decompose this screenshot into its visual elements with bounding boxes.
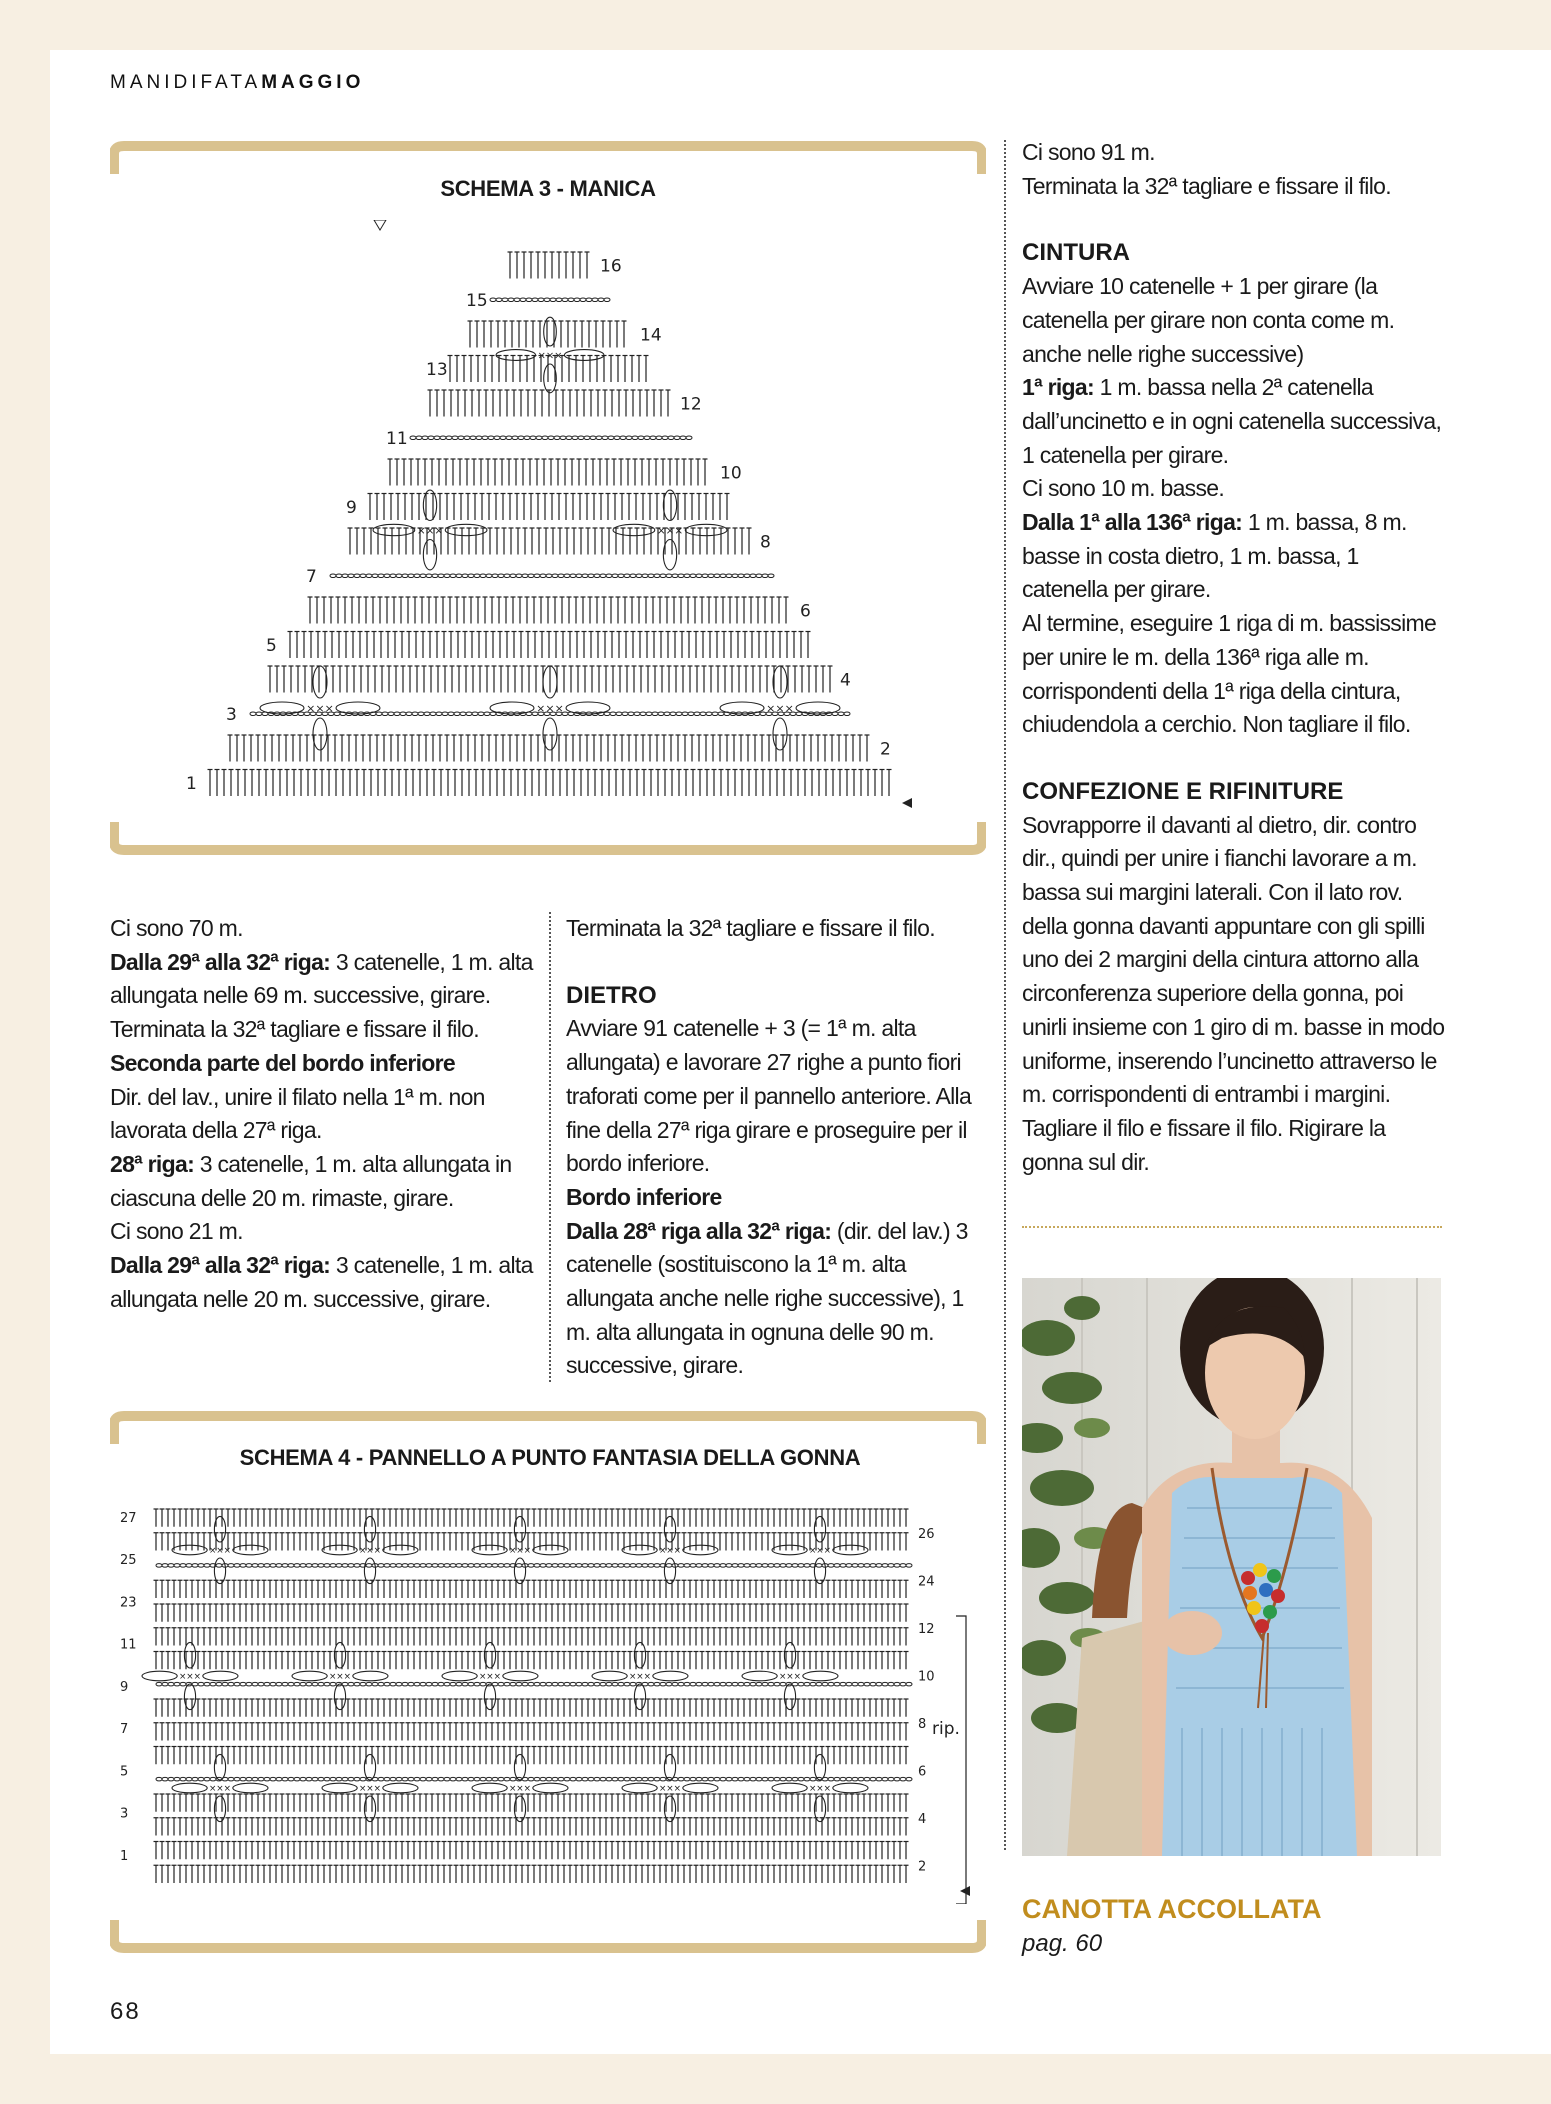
col1-paragraph [110, 1013, 536, 1047]
confezione-text: Sovrapporre il davanti al dietro, dir. contro dir., quindi per unire i fianchi lavorare a m. bassa sui margini laterali. Con il lato rov. della gonna davanti appuntare con gli spilli uno dei 2 margini della cintura attorno alla circonferenza superiore della gonna, poi unirli insieme con 1 giro di m. basse in modo uniforme, inserendo l’uncinetto attraverso le m. corrispondenti di entrambi i margini. Tagliare il filo e fissare il filo. Rigirare la gonna sul dir. [1022, 811, 1445, 1175]
direction-arrow-icon [902, 798, 912, 808]
riga1-text: 1 m. bassa nella 2ª catenella dall’uncinetto e in ogni catenella successiva, 1 catenella per girare. [1022, 374, 1442, 468]
row-number-label: 11 [120, 1637, 137, 1653]
col1-paragraph [110, 1249, 536, 1316]
col3-intro-2: Terminata la 32ª tagliare e fissare il filo. [1022, 172, 1391, 199]
row-number-label: 12 [680, 394, 702, 415]
row-number-label: 10 [720, 463, 742, 484]
schema4-title: SCHEMA 4 - PANNELLO A PUNTO FANTASIA DELLA GONNA [239, 1445, 861, 1470]
row-number-label: 7 [120, 1722, 129, 1738]
cintura-heading: CINTURA [1022, 239, 1130, 267]
row-number-label: 4 [918, 1812, 927, 1827]
column-divider-2 [1004, 140, 1006, 1850]
svg-text:×××: ××× [416, 524, 444, 537]
svg-text:×××: ××× [656, 524, 684, 537]
flower-motif [260, 666, 380, 750]
row-number-label: 11 [386, 428, 408, 449]
direction-arrow-icon [960, 1886, 970, 1896]
row-number-label: 4 [840, 670, 851, 691]
row-number-label: 14 [640, 325, 662, 346]
cintura-text: Avviare 10 catenelle + 1 per girare (la catenella per girare non conta come m. anche nelle righe successive) [1022, 273, 1395, 367]
col1-paragraph-text: Ci sono 70 m. [110, 915, 243, 941]
column-divider-1 [549, 912, 551, 1382]
row-number-label: 6 [800, 601, 811, 622]
chain-row [330, 574, 774, 578]
schema3-title: SCHEMA 3 - MANICA [440, 176, 656, 201]
model-photo [1022, 1278, 1441, 1856]
stitch-row [154, 1509, 909, 1527]
row-number-label: 3 [120, 1806, 129, 1822]
bordo-text: (dir. del lav.) 3 catenelle (sostituiscono la 1ª m. alta allungata anche nelle righe successive), 1 m. alta allungata in ognuna delle 90 m. successive, girare. [566, 1217, 968, 1379]
col1-paragraph-text: Dir. del lav., unire il filato nella 1ª m. non lavorata della 27ª riga. [110, 1083, 485, 1144]
col1-paragraph-lead: Seconda parte del bordo inferiore [110, 1049, 455, 1076]
stitch-row [428, 390, 671, 417]
col1-paragraph-lead: Dalla 29ª alla 32ª riga: [110, 948, 331, 975]
row-number-label: 1 [186, 773, 197, 794]
riga1-lead: 1ª riga: [1022, 374, 1094, 401]
stitch-row [154, 1604, 909, 1622]
stitch-row [268, 666, 833, 693]
col1-paragraph-text: 3 catenelle, 1 m. alta allungata nelle 20 m. successive, girare. [110, 1252, 533, 1312]
row-number-label: 16 [600, 256, 622, 277]
chain-row [156, 1564, 912, 1568]
row-number-label: 3 [226, 704, 237, 725]
stitch-row [154, 1580, 909, 1598]
row-number-label: 26 [918, 1527, 935, 1542]
section-divider [1022, 1226, 1442, 1228]
col1-paragraph [110, 1215, 536, 1249]
flower-motif [720, 666, 840, 750]
col1-paragraph-lead: Dalla 29ª alla 32ª riga: [110, 1252, 331, 1279]
stitch-row [388, 459, 708, 486]
flower-motif [373, 490, 487, 570]
repeat-label: rip. [932, 1719, 960, 1739]
chain-row [156, 1682, 912, 1686]
row-number-label: 1 [120, 1848, 129, 1864]
caption-title: CANOTTA ACCOLLATA [1022, 1894, 1322, 1924]
confezione-heading: CONFEZIONE E RIFINITURE [1022, 777, 1344, 805]
stitch-row [154, 1723, 909, 1741]
column-1-text [110, 912, 536, 1316]
row-number-label: 2 [918, 1859, 927, 1875]
row-number-label: 7 [306, 566, 317, 587]
stitch-row [154, 1628, 909, 1646]
cintura-count: Ci sono 10 m. basse. [1022, 475, 1225, 502]
stitch-row [288, 632, 811, 659]
stitch-row [154, 1865, 909, 1883]
svg-text:×××: ××× [766, 702, 794, 715]
row-number-label: 6 [918, 1764, 927, 1780]
svg-text:×××: ××× [537, 350, 563, 362]
dietro-heading: DIETRO [566, 981, 657, 1009]
caption-page-reference: pag. 60 [1022, 1930, 1103, 1957]
chain-row [156, 1777, 912, 1781]
schema3-frame-top [110, 140, 986, 180]
riga136-text: 1 m. bassa, 8 m. basse in costa dietro, 1 m. bassa, 1 catenella per girare. [1022, 509, 1407, 603]
col1-paragraph-text: 3 catenelle, 1 m. alta allungata in ciascuna delle 20 m. rimaste, girare. [110, 1150, 512, 1211]
repeat-bracket [956, 1616, 966, 1904]
row-number-label: 9 [120, 1679, 129, 1695]
col1-paragraph [110, 946, 536, 1013]
stitch-row [154, 1794, 909, 1812]
schema4-crochet-diagram [120, 1494, 980, 1904]
chain-row [490, 298, 610, 302]
col1-paragraph-text: Terminata la 32ª tagliare e fissare il filo. [110, 1016, 479, 1043]
col2-intro: Terminata la 32ª tagliare e fissare il filo. [566, 915, 935, 941]
column-2-text [566, 912, 988, 1383]
bordo-heading: Bordo inferiore [566, 1183, 722, 1210]
row-number-label: 10 [918, 1669, 935, 1685]
schema4-frame-bottom [110, 1916, 986, 1956]
row-number-label: 2 [880, 739, 891, 760]
row-number-label: 15 [466, 290, 488, 311]
col1-paragraph-text: Ci sono 21 m. [110, 1218, 243, 1245]
stitch-row [154, 1842, 909, 1860]
col1-paragraph-text: 3 catenelle, 1 m. alta allungata nelle 69 m. successive, girare. [110, 948, 533, 1009]
schema3-crochet-diagram [160, 220, 940, 830]
column-3-text [1022, 136, 1446, 1179]
row-number-label: 9 [346, 497, 357, 518]
dietro-text: Avviare 91 catenelle + 3 (= 1ª m. alta allungata) e lavorare 27 righe a punto fiori traforati come per il pannello anteriore. Alla fine della 27ª riga girare e proseguire per il bordo inferiore. [566, 1015, 972, 1177]
col1-paragraph [110, 1047, 536, 1081]
stitch-row [208, 770, 892, 797]
svg-text:×××: ××× [306, 702, 334, 715]
magazine-header: MANIDIFATAMAGGIO [110, 72, 365, 93]
row-number-label: 13 [426, 359, 448, 380]
col1-paragraph [110, 912, 536, 946]
bordo-lead: Dalla 28ª riga alla 32ª riga: [566, 1217, 832, 1244]
row-number-label: 8 [918, 1717, 927, 1732]
row-number-label: 8 [760, 532, 771, 553]
row-number-label: 12 [918, 1622, 935, 1637]
page-number: 68 [110, 1998, 141, 2025]
svg-text:×××: ××× [536, 702, 564, 715]
row-number-label: 5 [266, 635, 277, 656]
riga136-lead: Dalla 1ª alla 136ª riga: [1022, 509, 1243, 536]
col1-paragraph [110, 1148, 536, 1215]
row-number-label: 5 [120, 1764, 129, 1780]
row-number-label: 27 [120, 1511, 137, 1526]
col1-paragraph [110, 1081, 536, 1148]
stitch-row [154, 1818, 909, 1836]
col3-intro-1: Ci sono 91 m. [1022, 139, 1155, 165]
chain-row [410, 436, 692, 440]
row-number-label: 25 [120, 1553, 137, 1569]
col1-paragraph-lead: 28ª riga: [110, 1150, 195, 1177]
stitch-row [308, 597, 789, 624]
stitch-row [508, 252, 590, 279]
start-marker-icon [374, 220, 386, 230]
schema4-frame-top [110, 1410, 986, 1450]
cintura-finish: Al termine, eseguire 1 riga di m. bassissime per unire le m. della 136ª riga alle m. corrispondenti della 1ª riga della cintura, chiudendola a cerchio. Non tagliare il filo. [1022, 610, 1437, 738]
stitch-row [154, 1747, 909, 1765]
stitch-row [348, 528, 752, 555]
row-number-label: 23 [120, 1595, 137, 1611]
row-number-label: 24 [918, 1574, 935, 1590]
